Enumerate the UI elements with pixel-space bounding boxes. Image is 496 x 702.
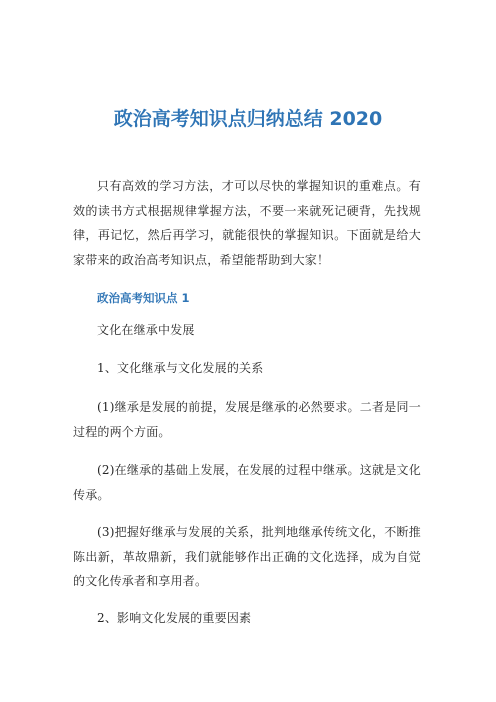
intro-paragraph: 只有高效的学习方法，才可以尽快的掌握知识的重难点。有效的读书方式根据规律掌握方法，不要一来就死记硬背，先找规律，再记忆，然后再学习，就能很快的掌握知识。下面就是给大家带来的政治高考知识点，希望能帮助到大家！ (73, 179, 421, 267)
point-3-paragraph: (3)把握好继承与发展的关系，批判地继承传统文化，不断推陈出新，革故鼎新，我们就能够作出正确的文化选择，成为自觉的文化传承者和享用者。 (73, 525, 421, 588)
point-1-paragraph: (1)继承是发展的前提，发展是继承的必然要求。二者是同一过程的两个方面。 (73, 400, 421, 439)
document-title: 政治高考知识点归纳总结 2020 (113, 108, 383, 130)
item-2-heading: 2、影响文化发展的重要因素 (97, 611, 252, 625)
topic-line: 文化在继承中发展 (97, 323, 195, 337)
item-1-heading: 1、文化继承与文化发展的关系 (97, 361, 264, 375)
section-heading: 政治高考知识点 1 (97, 291, 190, 305)
point-2-paragraph: (2)在继承的基础上发展，在发展的过程中继承。这就是文化传承。 (73, 463, 421, 502)
